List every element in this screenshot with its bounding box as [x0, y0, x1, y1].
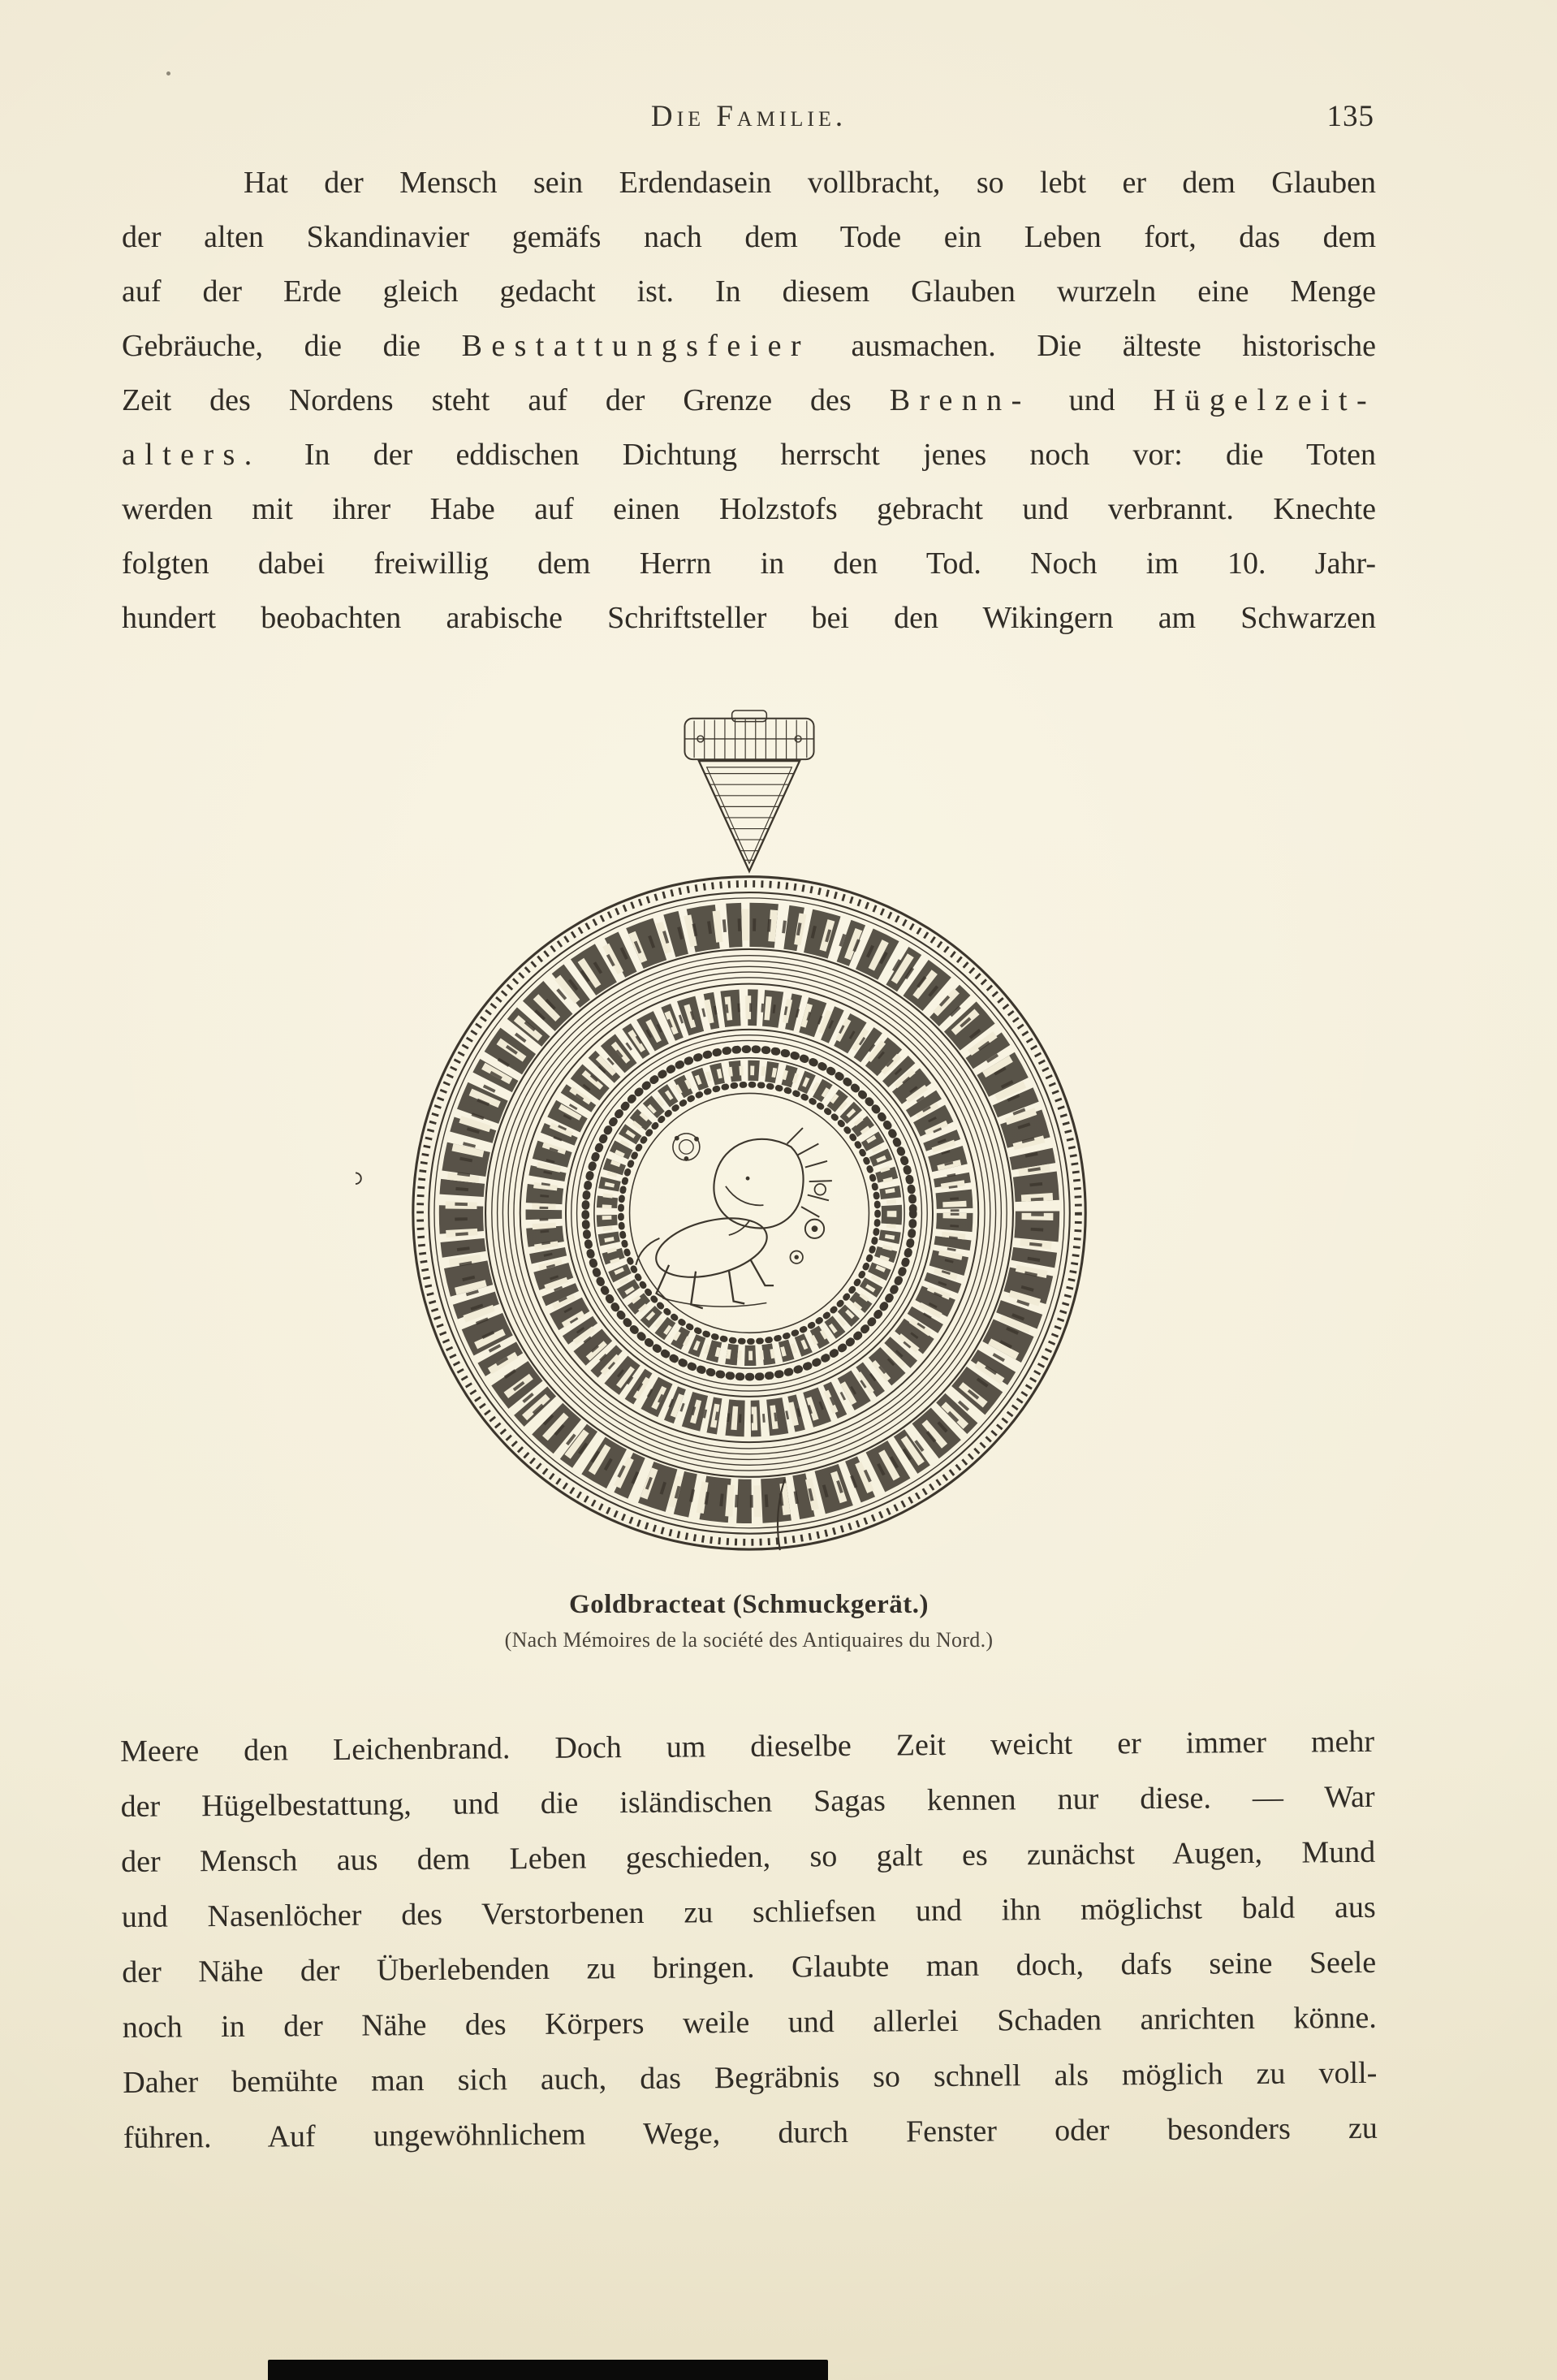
- mount-triangle: [698, 761, 799, 871]
- paragraph-bottom: [120, 1714, 1378, 2166]
- running-header: [122, 96, 1376, 138]
- text-line: [122, 428, 1376, 482]
- page-number: 135: [1326, 100, 1374, 133]
- text-segment: ausmachen. Die älteste historische: [809, 329, 1376, 363]
- mount-band: [684, 711, 813, 759]
- figure-caption-source: (Nach Mémoires de la société des Antiquaires du Nord.): [504, 1628, 994, 1652]
- text-line: folgten dabei freiwillig dem Herrn in den Tod. Noch im 10. Jahr-: [122, 546, 1376, 581]
- text-line: [122, 374, 1376, 428]
- text-segment: Gebräuche, die die: [122, 329, 462, 363]
- bracteate-illustration: [356, 709, 1143, 1553]
- text-line: Daher bemühte man sich auch, das Begräbnis so schnell als möglich zu voll-: [123, 2055, 1378, 2100]
- figure-caption: Goldbracteat (Schmuckgerät.): [569, 1590, 929, 1619]
- text-segment: In der eddischen Dichtung herrscht jenes noch vor: die Toten: [261, 438, 1376, 472]
- text-line: der Mensch aus dem Leben geschieden, so galt es zunächst Augen, Mund: [121, 1834, 1376, 1880]
- letterspaced-word: Hügelzeit-: [1153, 383, 1377, 417]
- figure-goldbracteat: [122, 709, 1376, 1557]
- text-line: der Nähe der Überlebenden zu bringen. Glaubte man doch, dafs seine Seele: [122, 1945, 1377, 1989]
- text-line: [122, 319, 1376, 374]
- letterspaced-word: alters.: [122, 438, 261, 472]
- text-line: führen. Auf ungewöhnlichem Wege, durch Fenster oder besonders zu: [123, 2110, 1378, 2155]
- text-segment: und: [1030, 383, 1154, 417]
- scan-speck-artifact: [166, 71, 170, 76]
- page-header-title: Die Familie.: [650, 100, 848, 133]
- text-segment: Zeit des Nordens steht auf der Grenze des: [122, 383, 890, 417]
- text-line: Meere den Leichenbrand. Doch um dieselbe Zeit weicht er immer mehr: [119, 1724, 1375, 1769]
- text-line: der Hügelbestattung, und die isländischen Sagas kennen nur diese. — War: [120, 1779, 1375, 1825]
- text-line: Hat der Mensch sein Erdendasein vollbracht, so lebt er dem Glauben: [244, 166, 1376, 200]
- text-line: werden mit ihrer Habe auf einen Holzstofs gebracht und verbrannt. Knechte: [122, 492, 1376, 526]
- page-content: [119, 96, 1378, 2166]
- text-line: und Nasenlöcher des Verstorbenen zu schliefsen und ihn möglichst bald aus: [121, 1890, 1376, 1935]
- paragraph-top: [122, 156, 1376, 646]
- scan-artifact-bar: [268, 2360, 828, 2380]
- letterspaced-word: Bestattungsfeier: [461, 329, 810, 363]
- text-line: der alten Skandinavier gemäfs nach dem Tode ein Leben fort, das dem: [122, 220, 1376, 254]
- letterspaced-word: Brenn-: [889, 383, 1031, 417]
- text-line: hundert beobachten arabische Schriftsteller bei den Wikingern am Schwarzen: [122, 601, 1376, 635]
- disc-rings: [412, 877, 1085, 1549]
- text-line: noch in der Nähe des Körpers weile und allerlei Schaden anrichten könne.: [122, 2000, 1377, 2045]
- text-line: auf der Erde gleich gedacht ist. In diesem Glauben wurzeln eine Menge: [122, 274, 1376, 309]
